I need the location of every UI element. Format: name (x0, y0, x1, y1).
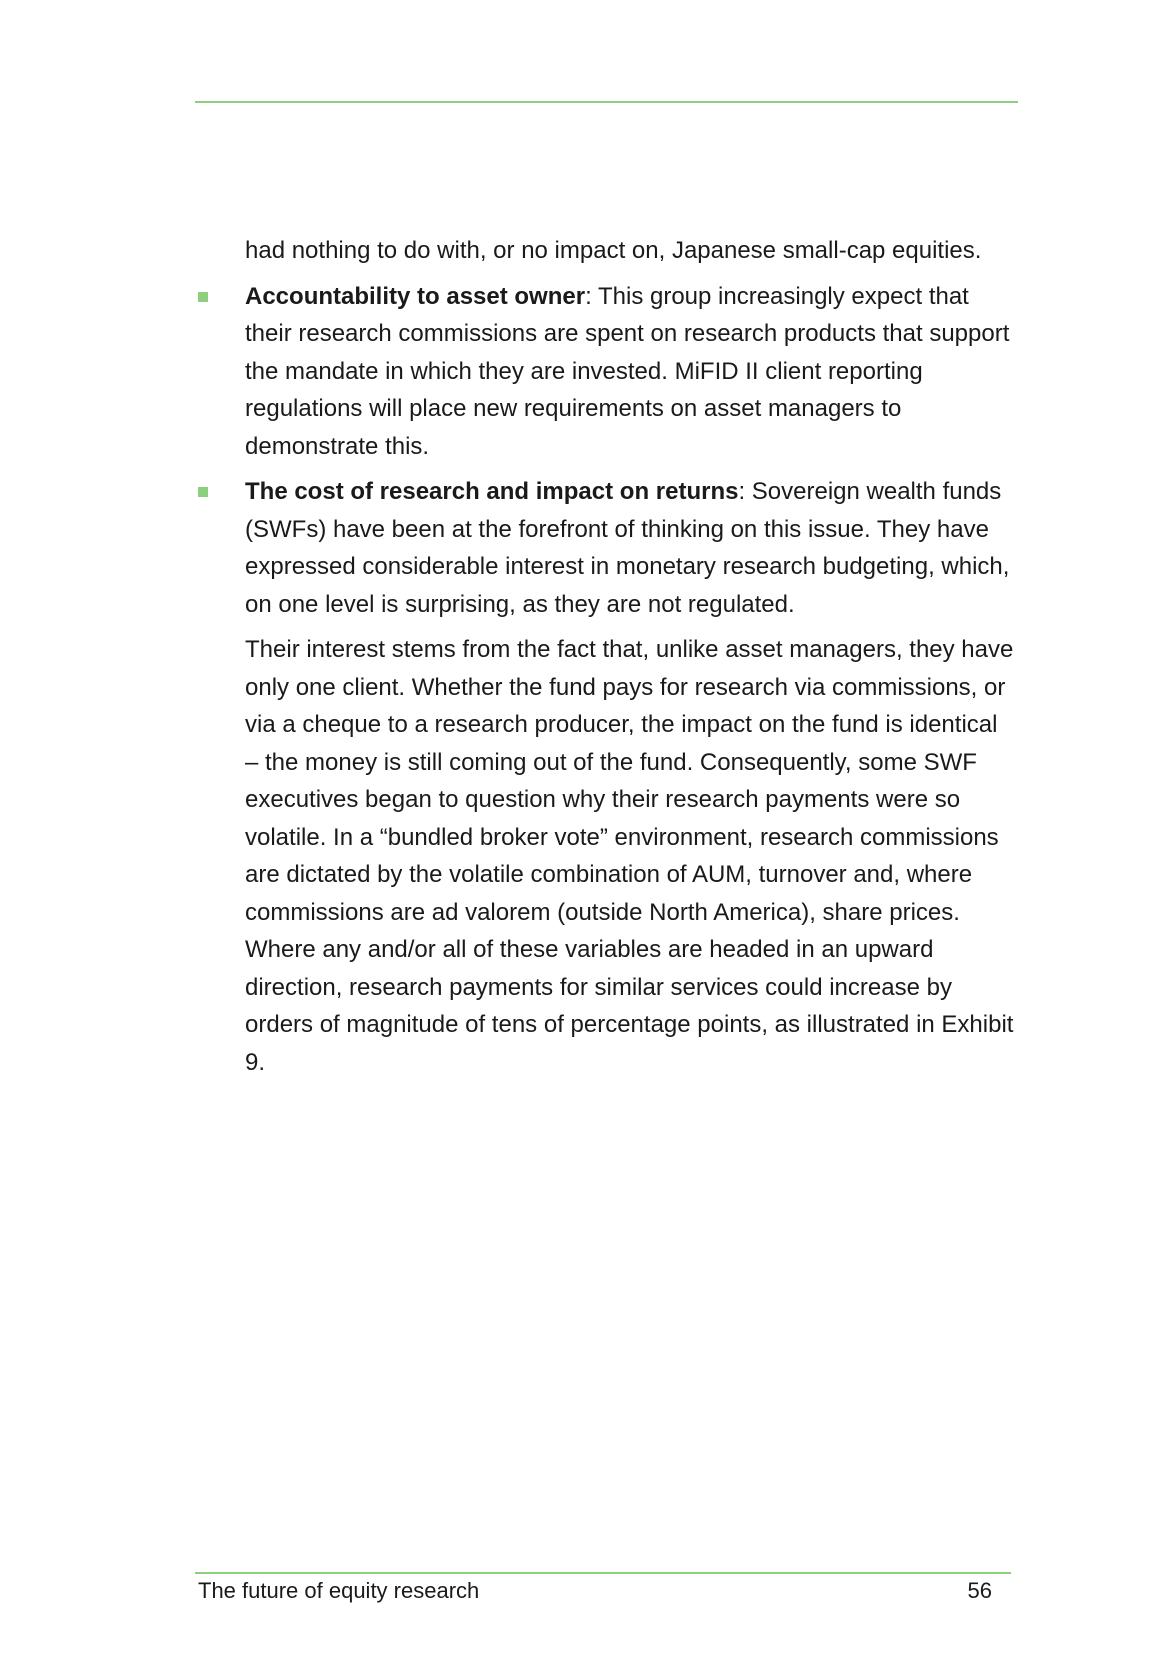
bullet-item-cost-of-research (245, 473, 1015, 623)
body-paragraph: Their interest stems from the fact that, unlike asset managers, they have only one client. Whether the fund pays for research via commissions, or via a cheque to a research producer, the impact on the fund is identical – the money is still coming out of the fund. Consequently, some SWF executives began to question why their research payments were so volatile. In a “bundled broker vote” environment, research commissions are dictated by the volatile combination of AUM, turnover and, where commissions are ad valorem (outside North America), share prices. Where any and/or all of these variables are headed in an upward direction, research payments for similar services could increase by orders of magnitude of tens of percentage points, as illustrated in Exhibit 9. (245, 636, 1014, 1076)
square-bullet-icon (198, 292, 208, 302)
bullet-item-accountability (245, 278, 1015, 466)
bullet-title: Accountability to asset owner (245, 282, 586, 310)
bullet-title: The cost of research and impact on returns (245, 478, 739, 505)
page-number: 56 (967, 1578, 992, 1603)
header-rule (195, 101, 1018, 103)
bullet-text: : This group increasingly expect that their research commissions are spent on research products that support the mandate in which they are invested. MiFID II client reporting regulations will place new requirements on asset managers to demonstrate this. (245, 282, 1010, 460)
square-bullet-icon (198, 487, 208, 497)
footer-rule (195, 1572, 1011, 1574)
footer-title: The future of equity research (198, 1578, 480, 1603)
page-body (245, 232, 1015, 1089)
continuation-paragraph: had nothing to do with, or no impact on, Japanese small-cap equities. (245, 237, 982, 264)
bullet-text: : Sovereign wealth funds (SWFs) have been at the forefront of thinking on this issue. They have expressed considerable interest in monetary research budgeting, which, on one level is surprising, as they are not regulated. (245, 478, 1010, 618)
